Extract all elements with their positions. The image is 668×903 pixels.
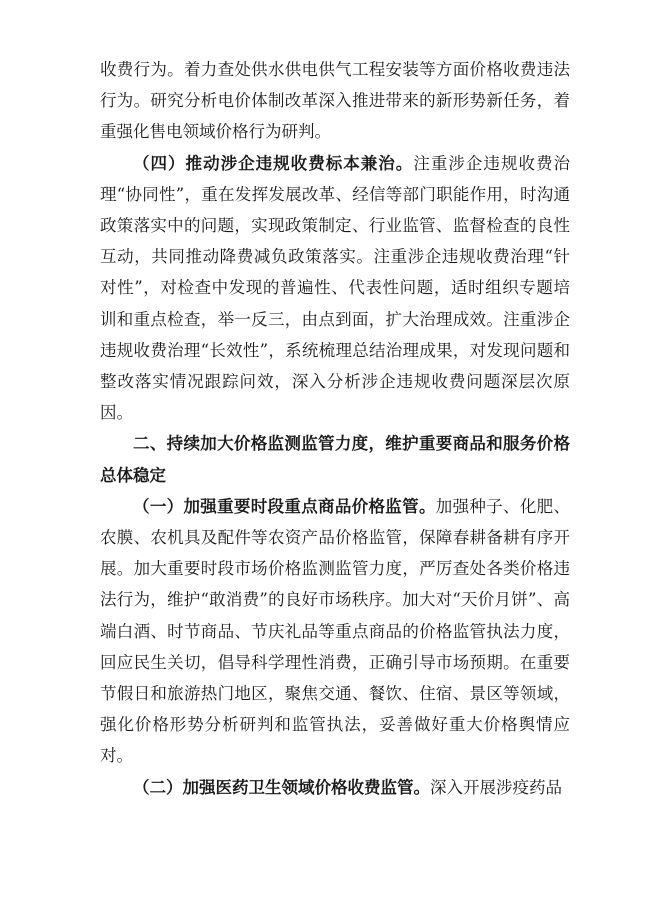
item-1-heading: （一）加强重要时段重点商品价格监管。	[133, 496, 436, 516]
paragraph-item-2	[100, 772, 570, 803]
item-2-heading: （二）加强医药卫生领域价格收费监管。	[133, 777, 430, 797]
item-4-body: 注重涉企违规收费治理“协同性”，重在发挥发展改革、经信等部门职能作用，时沟通政策落实中的问题，实现政策制定、行业监管、监督检查的良性互动，共同推动降费减负政策落实。注重涉企违规收费治理“针对性”，对检查中发现的普遍性、代表性问题，适时组织专题培训和重点检查，举一反三，由点到面，扩大治理成效。注重涉企违规收费治理“长效性”，系统梳理总结治理成果，对发现问题和整改落实情况跟踪问效，深入分析涉企违规收费问题深层次原因。	[100, 153, 571, 423]
document-body	[100, 54, 570, 803]
paragraph-item-1	[100, 491, 570, 772]
paragraph-continuation: 收费行为。着力查处供水供电供气工程安装等方面价格收费违法行为。研究分析电价体制改革深入推进带来的新形势新任务，着重强化售电领域价格行为研判。	[100, 60, 570, 142]
item-4-heading: （四）推动涉企违规收费标本兼治。	[133, 153, 414, 173]
item-2-body: 深入开展涉疫药品	[430, 777, 562, 797]
section-2-heading: 二、持续加大价格监测监管力度，维护重要商品和服务价格总体稳定	[100, 434, 570, 485]
paragraph-item-4	[100, 148, 570, 429]
item-1-body: 加强种子、化肥、农膜、农机具及配件等农资产品价格监管，保障春耕备耕有序开展。加大重要时段市场价格监测监管力度，严厉查处各类价格违法行为，维护“敢消费”的良好市场秩序。加大对“天价月饼”、高端白酒、时节商品、节庆礼品等重点商品的价格监管执法力度，回应民生关切，倡导科学理性消费，正确引导市场预期。在重要节假日和旅游热门地区，聚焦交通、餐饮、住宿、景区等领域，强化价格形势分析研判和监管执法，妥善做好重大价格舆情应对。	[100, 496, 571, 766]
